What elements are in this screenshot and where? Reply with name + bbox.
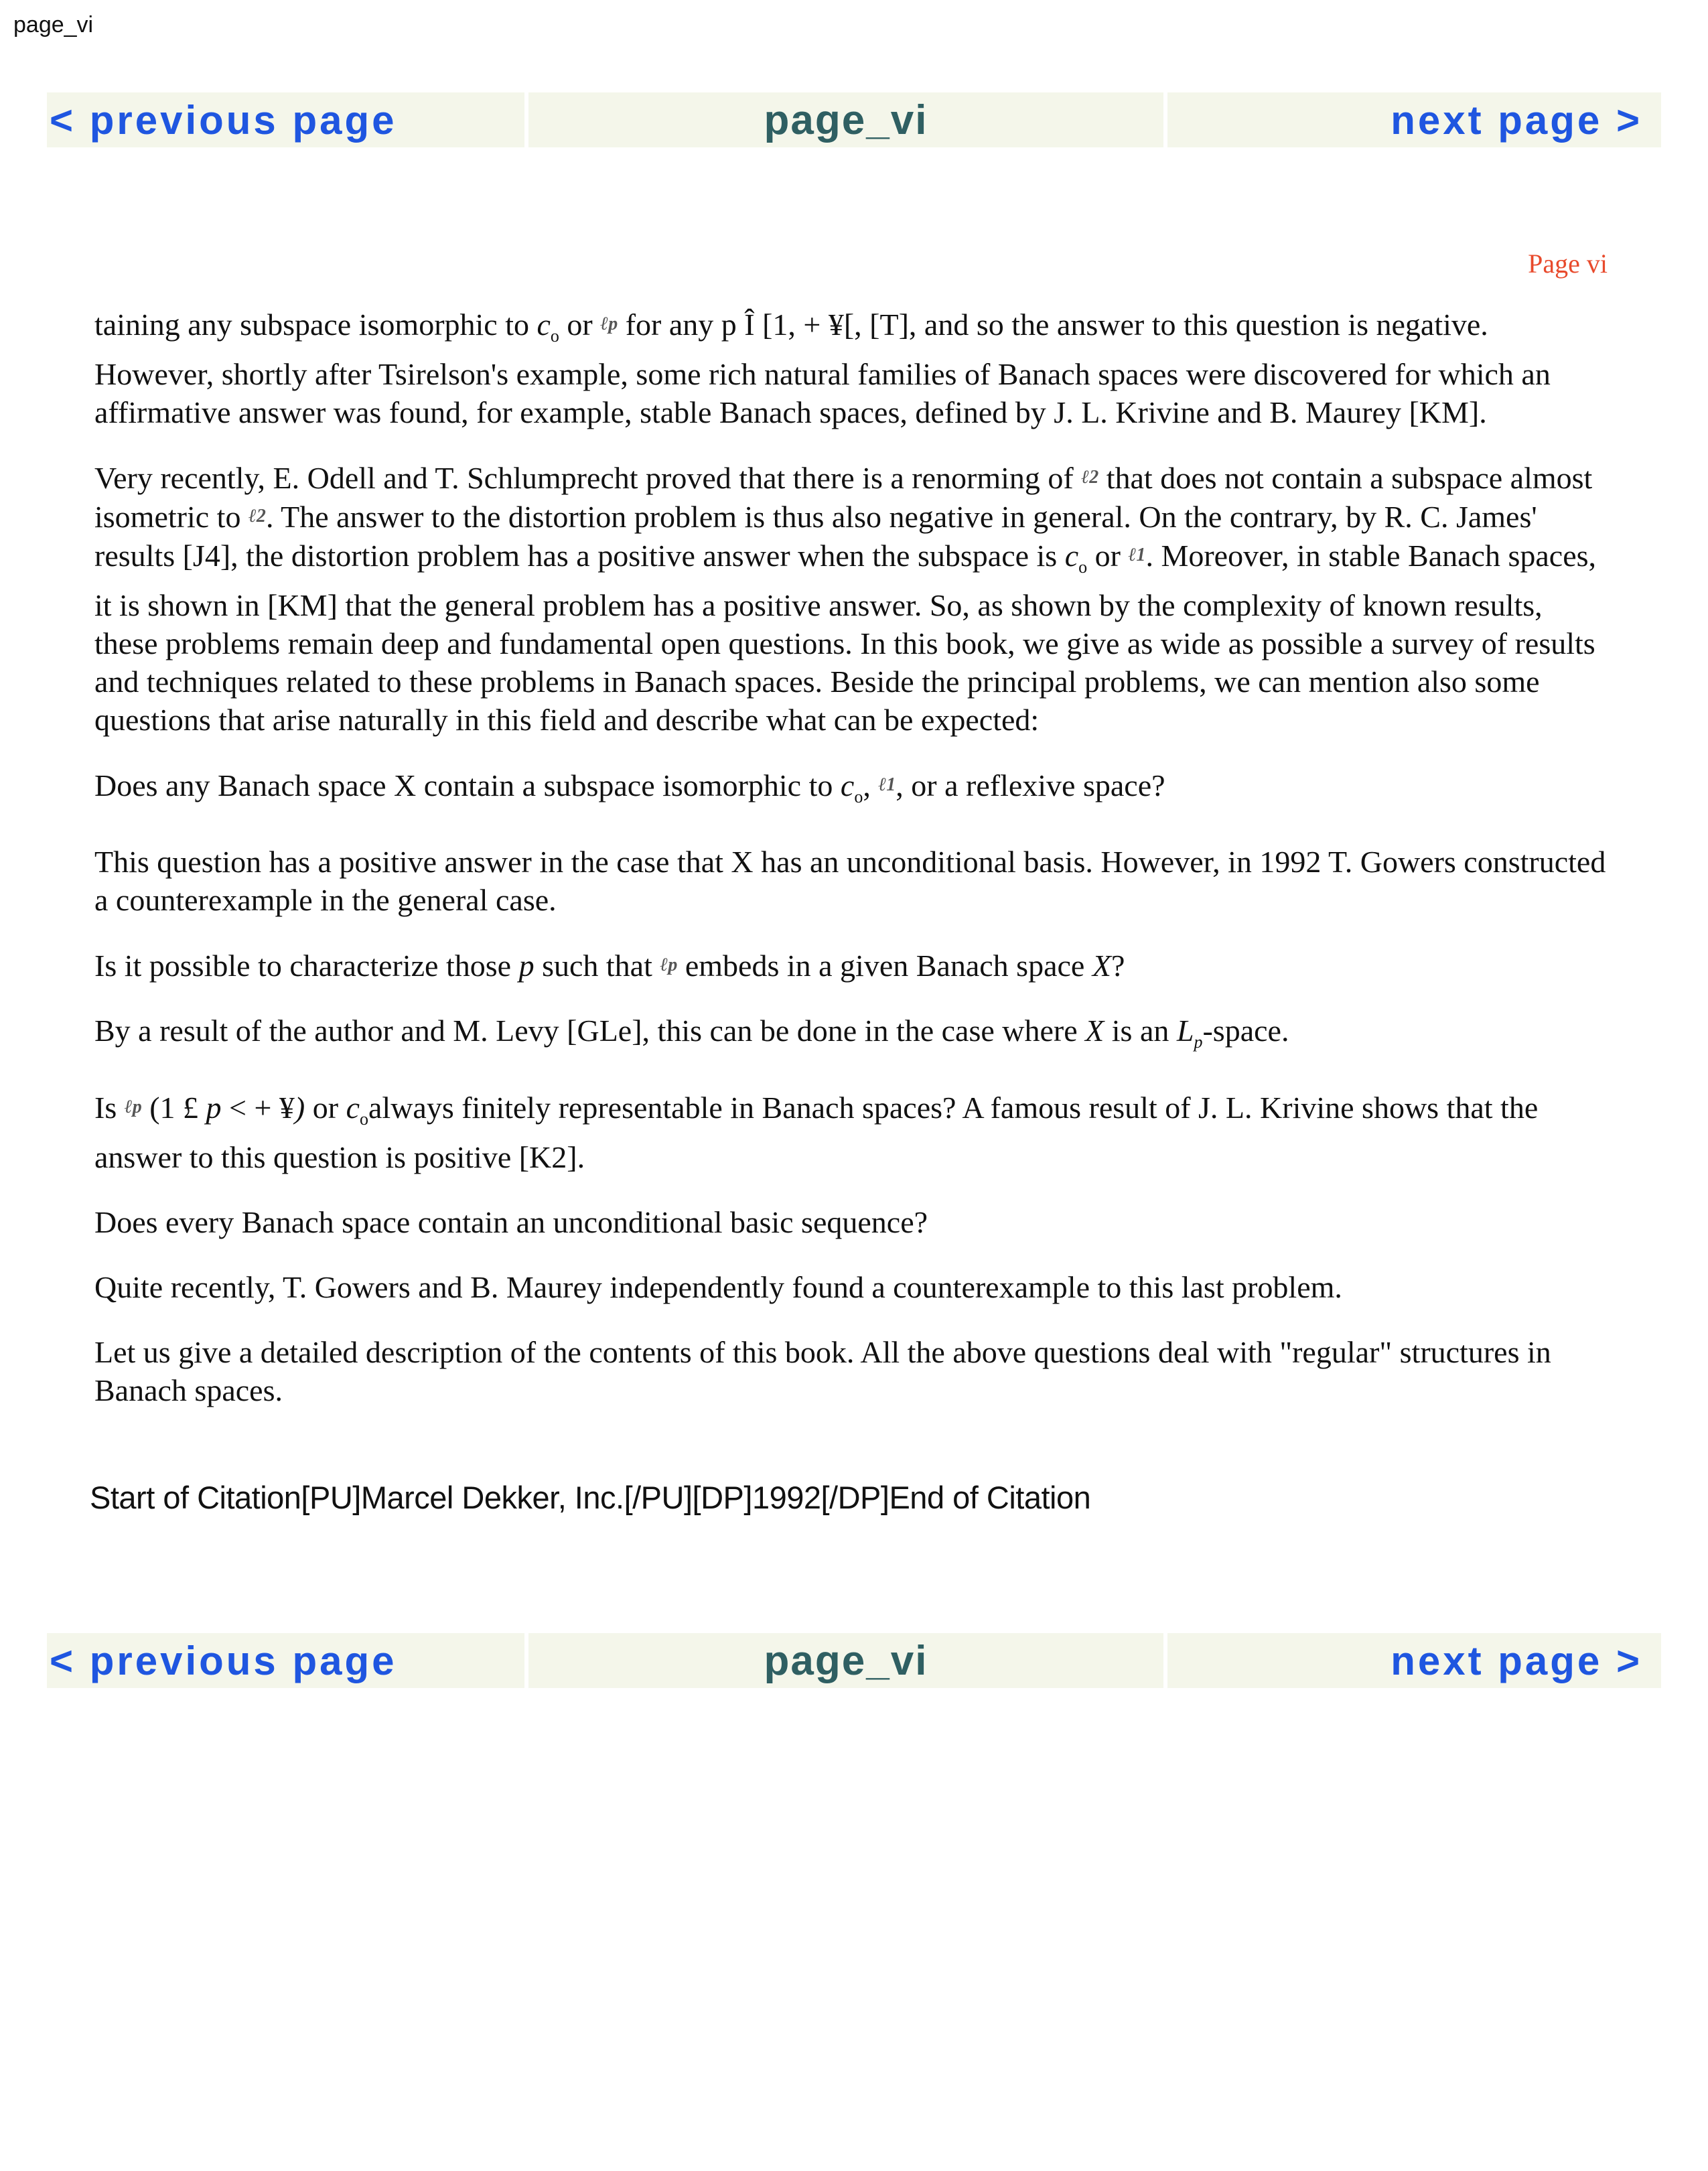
paragraph: This question has a positive answer in the case that X has an unconditional basis. However, in 1992 T. Gowers constructed a counterexample in the general case.: [94, 845, 1606, 917]
c-o-symbol: c: [1064, 539, 1079, 573]
ell-2-symbol: ℓ2: [248, 506, 266, 527]
l-p-symbol: L: [1176, 1013, 1194, 1048]
paragraph: Very recently, E. Odell and T. Schlumprecht proved that there is a renorming of ℓ2 that does not contain a subspace almost isometric to ℓ2. The answer to the distortion problem is thus also negative in general. On the contrary, by R. C. James' results [J4], the distortion problem has a positive answer when the subspace is $c_o$ or ℓ1. Moreover, in stable Banach spaces, it is shown in [KM] that the general problem has a positive answer. So, as shown by the complexity of known results, these problems remain deep and fundamental open questions. In this book, we give as wide as possible a survey of results and techniques related to these problems in Banach spaces. Beside the principal problems, we can mention also some questions that arise naturally in this field and describe what can be expected:: [94, 461, 1597, 737]
paragraph: taining any subspace isomorphic to $c_o$ or ℓp for any p Î [1, + ¥[, [T], and so the answer to this question is negative. However, shortly after Tsirelson's example, some rich natural families of Banach spaces were discovered for which an affirmative answer was found, for example, stable Banach spaces, defined by J. L. Krivine and B. Maurey [KM].: [94, 307, 1551, 429]
document-title: page_vi: [13, 12, 94, 38]
next-page-link[interactable]: next page >: [1167, 92, 1661, 147]
paragraph: Is ℓp (1 £ p < + ¥) or $c_oalways$ finitely representable in Banach spaces? A famous result of J. L. Krivine shows that the answer to this question is positive [K2].: [94, 1091, 1539, 1174]
paragraph: Let us give a detailed description of the contents of this book. All the above questions deal with "regular" structures in Banach spaces.: [94, 1335, 1551, 1407]
current-page-label: page_vi: [528, 1633, 1163, 1688]
paragraph: Does every Banach space contain an unconditional basic sequence?: [94, 1205, 928, 1239]
c-o-symbol: c: [537, 307, 551, 342]
top-navigation: [47, 92, 1661, 147]
page-number-label: Page vi: [1528, 249, 1608, 279]
paragraph: Does any Banach space X contain a subspace isomorphic to $c_o$, ℓ1, or a reflexive space?: [94, 768, 1165, 807]
current-page-label: page_vi: [528, 92, 1163, 147]
ell-p-symbol: ℓp: [660, 955, 678, 975]
page-content: [94, 305, 1608, 1436]
c-o-symbol: c: [346, 1091, 360, 1125]
ell-p-symbol: ℓp: [124, 1097, 142, 1117]
previous-page-link[interactable]: < previous page: [47, 1633, 524, 1688]
citation-line: Start of Citation[PU]Marcel Dekker, Inc.[/PU][DP]1992[/DP]End of Citation: [90, 1480, 1091, 1515]
ell-p-symbol: ℓp: [600, 313, 618, 334]
ell-2-symbol: ℓ2: [1081, 467, 1099, 488]
c-o-symbol: c: [840, 768, 855, 802]
previous-page-link[interactable]: < previous page: [47, 92, 524, 147]
ell-1-symbol: ℓ1: [878, 774, 896, 795]
paragraph: Quite recently, T. Gowers and B. Maurey independently found a counterexample to this last problem.: [94, 1270, 1342, 1304]
ell-1-symbol: ℓ1: [1128, 545, 1146, 565]
bottom-navigation: [47, 1633, 1661, 1688]
paragraph: By a result of the author and M. Levy [GLe], this can be done in the case where X is an $L_p$-space.: [94, 1013, 1289, 1052]
next-page-link[interactable]: next page >: [1167, 1633, 1661, 1688]
paragraph: Is it possible to characterize those p such that ℓp embeds in a given Banach space X?: [94, 949, 1125, 983]
